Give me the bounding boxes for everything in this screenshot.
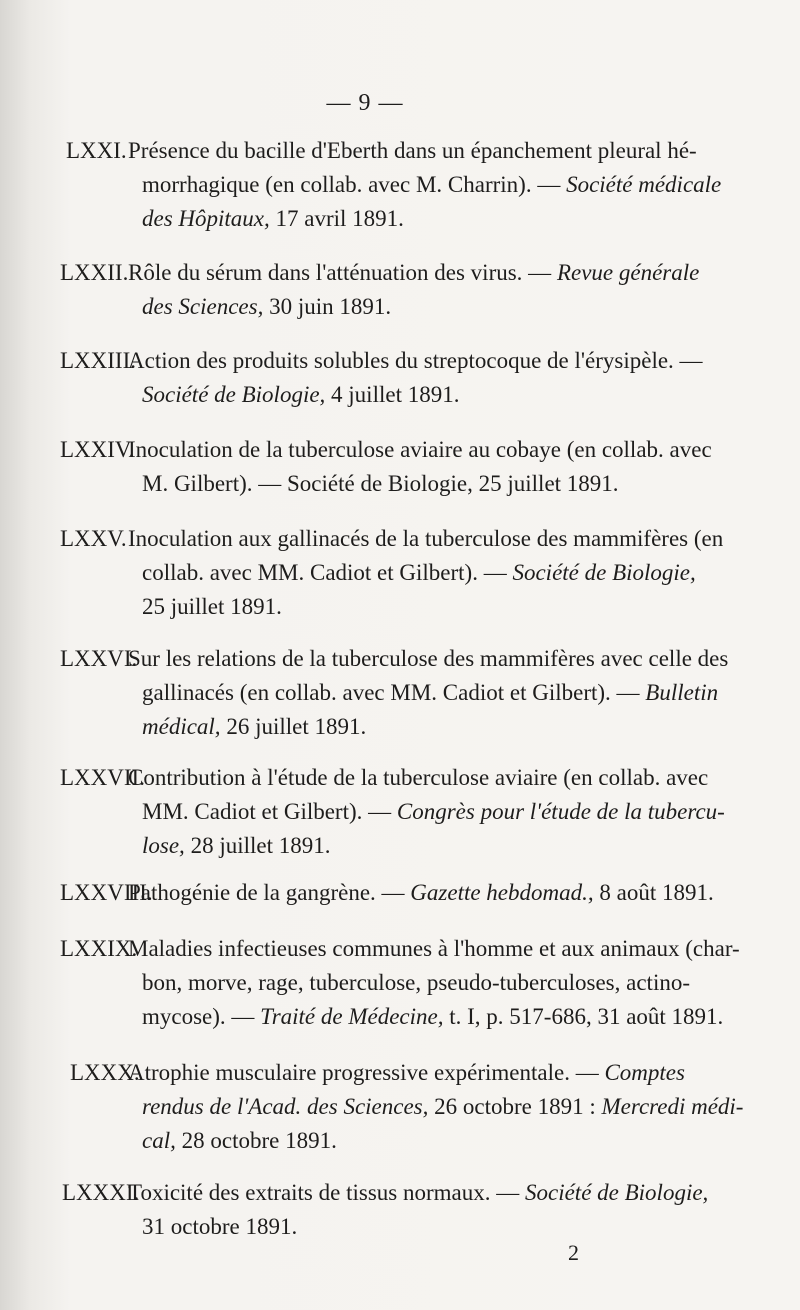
entry-line: cal, 28 octobre 1891. [142, 1128, 337, 1153]
bibliography-entry [60, 134, 722, 236]
entry-line: Atrophie musculaire progressive expérimentale. — Comptes [128, 1060, 685, 1085]
bibliography-entry [60, 932, 740, 1034]
bibliography-entry [60, 344, 703, 412]
entry-line: collab. avec MM. Cadiot et Gilbert). — Société de Biologie, [142, 560, 696, 585]
entry-line: des Hôpitaux, 17 avril 1891. [142, 206, 404, 231]
entry-line: bon, morve, rage, tuberculose, pseudo-tuberculoses, actino- [142, 970, 690, 995]
entry-line: Société de Biologie, 4 juillet 1891. [142, 382, 460, 407]
entry-line: Maladies infectieuses communes à l'homme et aux animaux (char- [128, 936, 740, 961]
entry-line: 31 octobre 1891. [142, 1214, 298, 1239]
entry-line: gallinacés (en collab. avec MM. Cadiot et Gilbert). — Bulletin [142, 680, 719, 705]
entry-line: MM. Cadiot et Gilbert). — Congrès pour l'étude de la tubercu- [142, 799, 725, 824]
bibliography-entry [60, 433, 712, 501]
bibliography-entry [60, 761, 725, 863]
entry-line: lose, 28 juillet 1891. [142, 833, 331, 858]
entry-number: LXXIV. [60, 437, 135, 462]
signature-mark: 2 [568, 1240, 579, 1265]
entry-line: médical, 26 juillet 1891. [142, 714, 367, 739]
entry-number: LXXVIII. [60, 880, 153, 905]
entry-line: Inoculation de la tuberculose aviaire au cobaye (en collab. avec [128, 437, 712, 462]
entry-line: 25 juillet 1891. [142, 594, 282, 619]
bibliography-entry [60, 642, 729, 744]
entry-line: mycose). — Traité de Médecine, t. I, p. 517-686, 31 août 1891. [142, 1004, 724, 1029]
entry-number: LXXIII. [60, 348, 136, 373]
entry-line: M. Gilbert). — Société de Biologie, 25 juillet 1891. [142, 471, 619, 496]
entry-line: Pathogénie de la gangrène. — Gazette hebdomad., 8 août 1891. [128, 880, 714, 905]
bibliography-entry [60, 256, 700, 324]
entry-number: LXXV. [60, 526, 127, 551]
entry-line: Rôle du sérum dans l'atténuation des virus. — Revue générale [128, 260, 700, 285]
entry-number: LXXIX. [60, 936, 138, 961]
entry-number: LXXX. [70, 1060, 140, 1085]
entry-number: LXXVII. [60, 765, 145, 790]
entry-line: Sur les relations de la tuberculose des mammifères avec celle des [128, 646, 729, 671]
entry-line: rendus de l'Acad. des Sciences, 26 octobre 1891 : Mercredi médi- [142, 1094, 744, 1119]
entry-line: Inoculation aux gallinacés de la tuberculose des mammifères (en [128, 526, 724, 551]
bibliography-entry [60, 1176, 709, 1244]
bibliography-entry [60, 876, 714, 910]
bibliography-entry [60, 1056, 744, 1158]
entry-number: LXXI. [66, 138, 127, 163]
entry-number: LXXII. [60, 260, 129, 285]
entry-line: Présence du bacille d'Eberth dans un épanchement pleural hé- [128, 138, 697, 163]
entry-line: Action des produits solubles du streptocoque de l'érysipèle. — [128, 348, 703, 373]
entry-number: LXXXI. [62, 1180, 140, 1205]
entry-line: Toxicité des extraits de tissus normaux. — Société de Biologie, [128, 1180, 709, 1205]
entry-line: morrhagique (en collab. avec M. Charrin). — Société médicale [142, 172, 722, 197]
page-number: — 9 — [326, 90, 404, 116]
entry-line: Contribution à l'étude de la tuberculose aviaire (en collab. avec [128, 765, 709, 790]
entry-line: des Sciences, 30 juin 1891. [142, 294, 392, 319]
bibliography-entry [60, 522, 724, 624]
entry-number: LXXVI. [60, 646, 138, 671]
